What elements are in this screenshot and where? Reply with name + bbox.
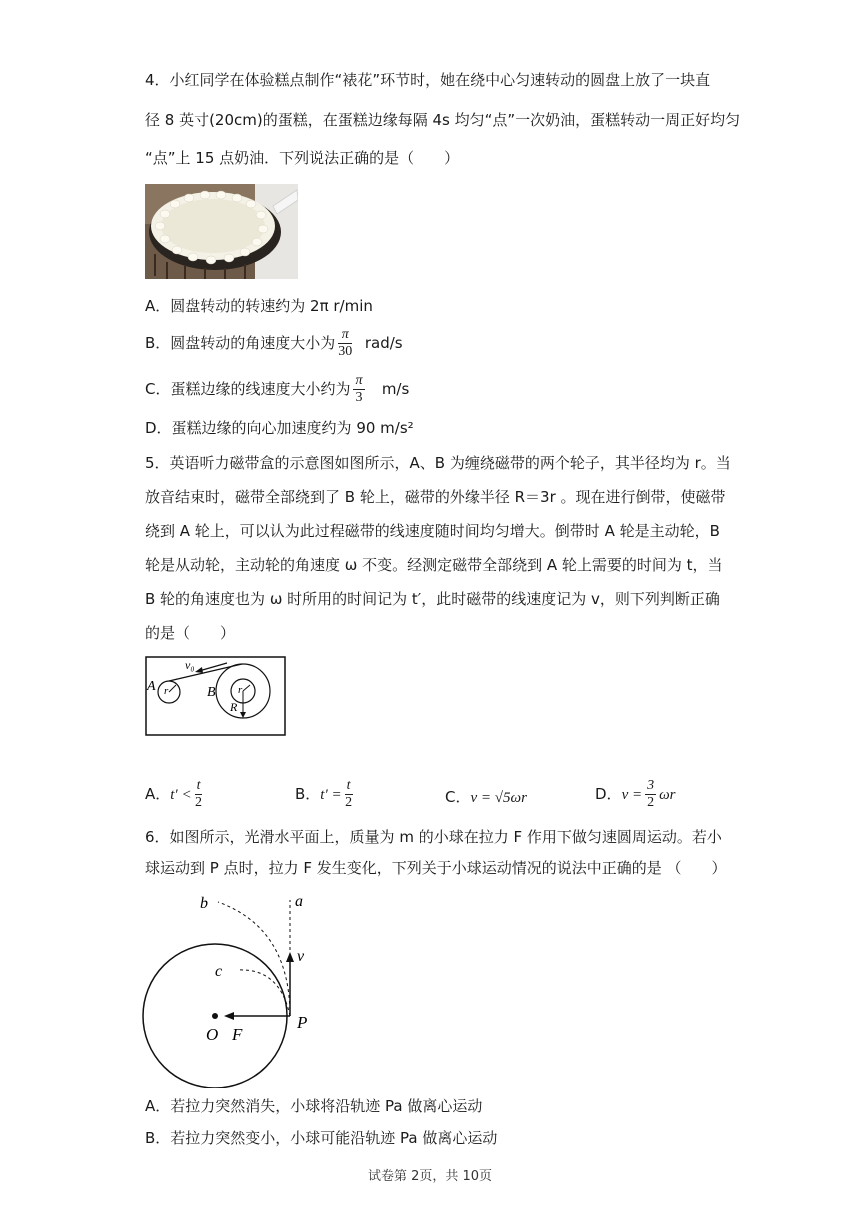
q4-option-c bbox=[145, 372, 409, 406]
center-O bbox=[212, 1013, 218, 1019]
q4-option-c-unit: m/s bbox=[381, 380, 410, 398]
label-r-a: r bbox=[164, 685, 169, 697]
label-r-b: r bbox=[238, 684, 243, 696]
q4-option-a: A．圆盘转动的转速约为 2π r/min bbox=[145, 297, 373, 315]
q5-stem-line6: 的是（ ） bbox=[145, 624, 236, 642]
q5-stem-line5: B 轮的角速度也为 ω 时所用的时间记为 t′，此时磁带的线速度记为 v，则下列判断正确 bbox=[145, 590, 720, 608]
label-c: c bbox=[215, 963, 223, 980]
q5-stem-line1: 5．英语听力磁带盒的示意图如图所示，A、B 为缠绕磁带的两个轮子，其半径均为 r。当 bbox=[145, 454, 731, 472]
label-v0: v₀ bbox=[185, 658, 195, 672]
q5-stem-line3: 绕到 A 轮上，可以认为此过程磁带的线速度随时间均匀增大。倒带时 A 轮是主动轮，B bbox=[145, 522, 720, 540]
q6-stem-line2: 球运动到 P 点时，拉力 F 发生变化，下列关于小球运动情况的说法中正确的是 （ ） bbox=[145, 859, 727, 877]
q5-option-b: B．t′ = $\frac{t}{2}$ bbox=[295, 778, 353, 810]
q4-option-b bbox=[145, 326, 403, 360]
label-B: B bbox=[207, 685, 216, 700]
q5-stem-line4: 轮是从动轮，主动轮的角速度 ω 不变。经测定磁带全部绕到 A 轮上需要的时间为 t，当 bbox=[145, 556, 723, 574]
q4-stem-line2: 径 8 英寸(20cm)的蛋糕，在蛋糕边缘每隔 4s 均匀“点”一次奶油，蛋糕转动一周正好均匀 bbox=[145, 111, 741, 129]
q4-option-d: D．蛋糕边缘的向心加速度约为 90 m/s² bbox=[145, 419, 414, 437]
q6-option-b: B．若拉力突然变小，小球可能沿轨迹 Pa 做离心运动 bbox=[145, 1129, 498, 1147]
q4-stem-line1: 4．小红同学在体验糕点制作“裱花”环节时，她在绕中心匀速转动的圆盘上放了一块直 bbox=[145, 71, 711, 89]
label-O: O bbox=[206, 1025, 219, 1044]
cake-photo bbox=[145, 184, 298, 279]
q5-option-a: A．t′ < $\frac{t}{2}$ bbox=[145, 778, 203, 810]
label-F: F bbox=[232, 1025, 243, 1044]
label-b: b bbox=[200, 895, 208, 912]
q6-stem-line1: 6．如图所示，光滑水平面上，质量为 m 的小球在拉力 F 作用下做匀速圆周运动。若小 bbox=[145, 828, 722, 846]
v0-arrow bbox=[199, 663, 227, 671]
track-c bbox=[238, 970, 290, 1016]
q6-option-a: A．若拉力突然消失，小球将沿轨迹 Pa 做离心运动 bbox=[145, 1097, 483, 1115]
q5-stem-line2: 放音结束时，磁带全部绕到了 B 轮上，磁带的外缘半径 R＝3r 。现在进行倒带，使磁带 bbox=[145, 488, 726, 506]
tape-line bbox=[169, 664, 242, 681]
circular-motion-diagram bbox=[140, 888, 330, 1088]
label-A: A bbox=[147, 679, 156, 694]
cassette-diagram bbox=[145, 656, 287, 738]
q4-option-b-fraction: $\frac{\pi}{30}$ bbox=[338, 327, 353, 359]
label-v: v bbox=[297, 948, 305, 965]
q4-option-c-fraction: $\frac{\pi}{3}$ bbox=[355, 373, 363, 405]
label-R: R bbox=[230, 700, 238, 714]
q5-option-d: D．v = $\frac{3}{2}$ ωr bbox=[595, 778, 676, 810]
q4-option-b-unit: rad/s bbox=[364, 334, 403, 352]
label-P: P bbox=[297, 1013, 308, 1032]
q4-option-c-text: C．蛋糕边缘的线速度大小约为 bbox=[145, 380, 351, 398]
q5-option-c: C．v = √5ωr bbox=[445, 788, 527, 806]
track-b bbox=[218, 902, 290, 1016]
q4-stem-line3: “点”上 15 点奶油．下列说法正确的是（ ） bbox=[145, 149, 460, 167]
page-footer: 试卷第 2页，共 10页 bbox=[367, 1169, 493, 1184]
q4-option-b-text: B．圆盘转动的角速度大小为 bbox=[145, 334, 336, 352]
label-a: a bbox=[295, 893, 303, 910]
